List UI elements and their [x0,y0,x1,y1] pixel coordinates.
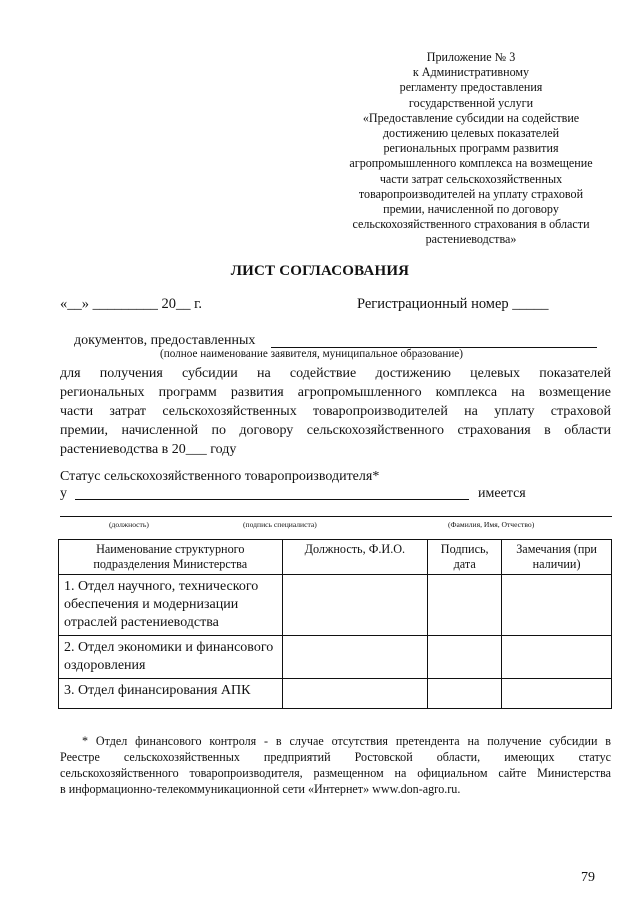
remarks-cell[interactable] [502,679,612,709]
header-signature: Подпись, дата [428,540,502,575]
appendix-header [338,50,604,248]
appendix-line: Приложение № 3 [426,50,516,64]
footnote-line: Реестре сельскохозяйственных предприятий Ростовской области, имеющих статус [60,750,611,764]
remarks-cell[interactable] [502,575,612,636]
appendix-line: премии, начисленной по договору [383,202,559,217]
appendix-line: растениеводства» [425,232,517,247]
footnote [60,733,611,797]
signature-cell[interactable] [428,679,502,709]
position-caption: (должность) [109,520,149,529]
signature-caption: (подпись специалиста) [243,520,317,529]
appendix-line: региональных программ развития [383,141,559,156]
status-has-label: имеется [478,486,526,501]
position-cell[interactable] [282,636,428,679]
department-cell: 2. Отдел экономики и финансового оздоровления [59,636,283,679]
header-position: Должность, Ф.И.О. [282,540,428,575]
signature-cell[interactable] [428,575,502,636]
signature-cell[interactable] [428,636,502,679]
status-u-label: у [60,486,67,501]
registration-number: Регистрационный номер _____ [357,296,549,312]
appendix-line: части затрат сельскохозяйственных [379,171,563,186]
approval-table [58,539,612,709]
table-row [59,679,612,709]
fio-caption: (Фамилия, Имя, Отчество) [448,520,535,529]
table-row [59,636,612,679]
department-cell: 1. Отдел научного, технического обеспечения и модернизации отраслей растениеводства [59,575,283,636]
date-line: «__» _________ 20__ г. [60,296,203,312]
footnote-line: * Отдел финансового контроля - в случае отсутствия претендента на получение субсидии в [82,734,611,748]
status-field[interactable] [75,499,469,500]
purpose-paragraph [60,364,611,459]
appendix-line: регламенту предоставления [399,80,543,95]
paragraph-line: премии, начисленной по договору сельскохозяйственного страхования в области [60,423,611,438]
position-cell[interactable] [282,679,428,709]
table-row [59,575,612,636]
appendix-line: к Административному [412,65,530,80]
appendix-line: агропромышленного комплекса на возмещение [349,156,593,171]
paragraph-line: растениеводства в 20___ году [60,442,237,457]
page-number: 79 [581,870,595,885]
status-label: Статус сельскохозяйственного товаропроизводителя* [60,469,380,484]
footnote-line: в информационно-телекоммуникационной сети «Интернет» www.don-agro.ru. [60,782,461,796]
appendix-line: сельскохозяйственного страхования в области [352,217,590,232]
paragraph-line: для получения субсидии на содействие достижению целевых показателей [60,366,611,381]
appendix-line: достижению целевых показателей [382,126,560,141]
table-header-row [59,540,612,575]
position-cell[interactable] [282,575,428,636]
header-remarks: Замечания (при наличии) [502,540,612,575]
signature-line[interactable] [60,516,612,517]
header-department: Наименование структурного подразделения Министерства [59,540,283,575]
appendix-line: товаропроизводителей на уплату страховой [358,186,584,201]
applicant-name-hint: (полное наименование заявителя, муниципальное образование) [160,348,463,360]
remarks-cell[interactable] [502,636,612,679]
documents-label: документов, предоставленных [74,333,256,348]
footnote-line: сельскохозяйственного товаропроизводителя, размещенном на официальном сайте Министерства [60,766,611,780]
department-cell: 3. Отдел финансирования АПК [59,679,283,709]
paragraph-line: региональных программ развития агропромышленного комплекса на возмещение [60,385,611,400]
appendix-line: «Предоставление субсидии на содействие [362,110,580,125]
appendix-line: государственной услуги [408,95,534,110]
document-title: ЛИСТ СОГЛАСОВАНИЯ [230,263,410,279]
paragraph-line: части затрат сельскохозяйственных товаропроизводителей на уплату страховой [60,404,611,419]
